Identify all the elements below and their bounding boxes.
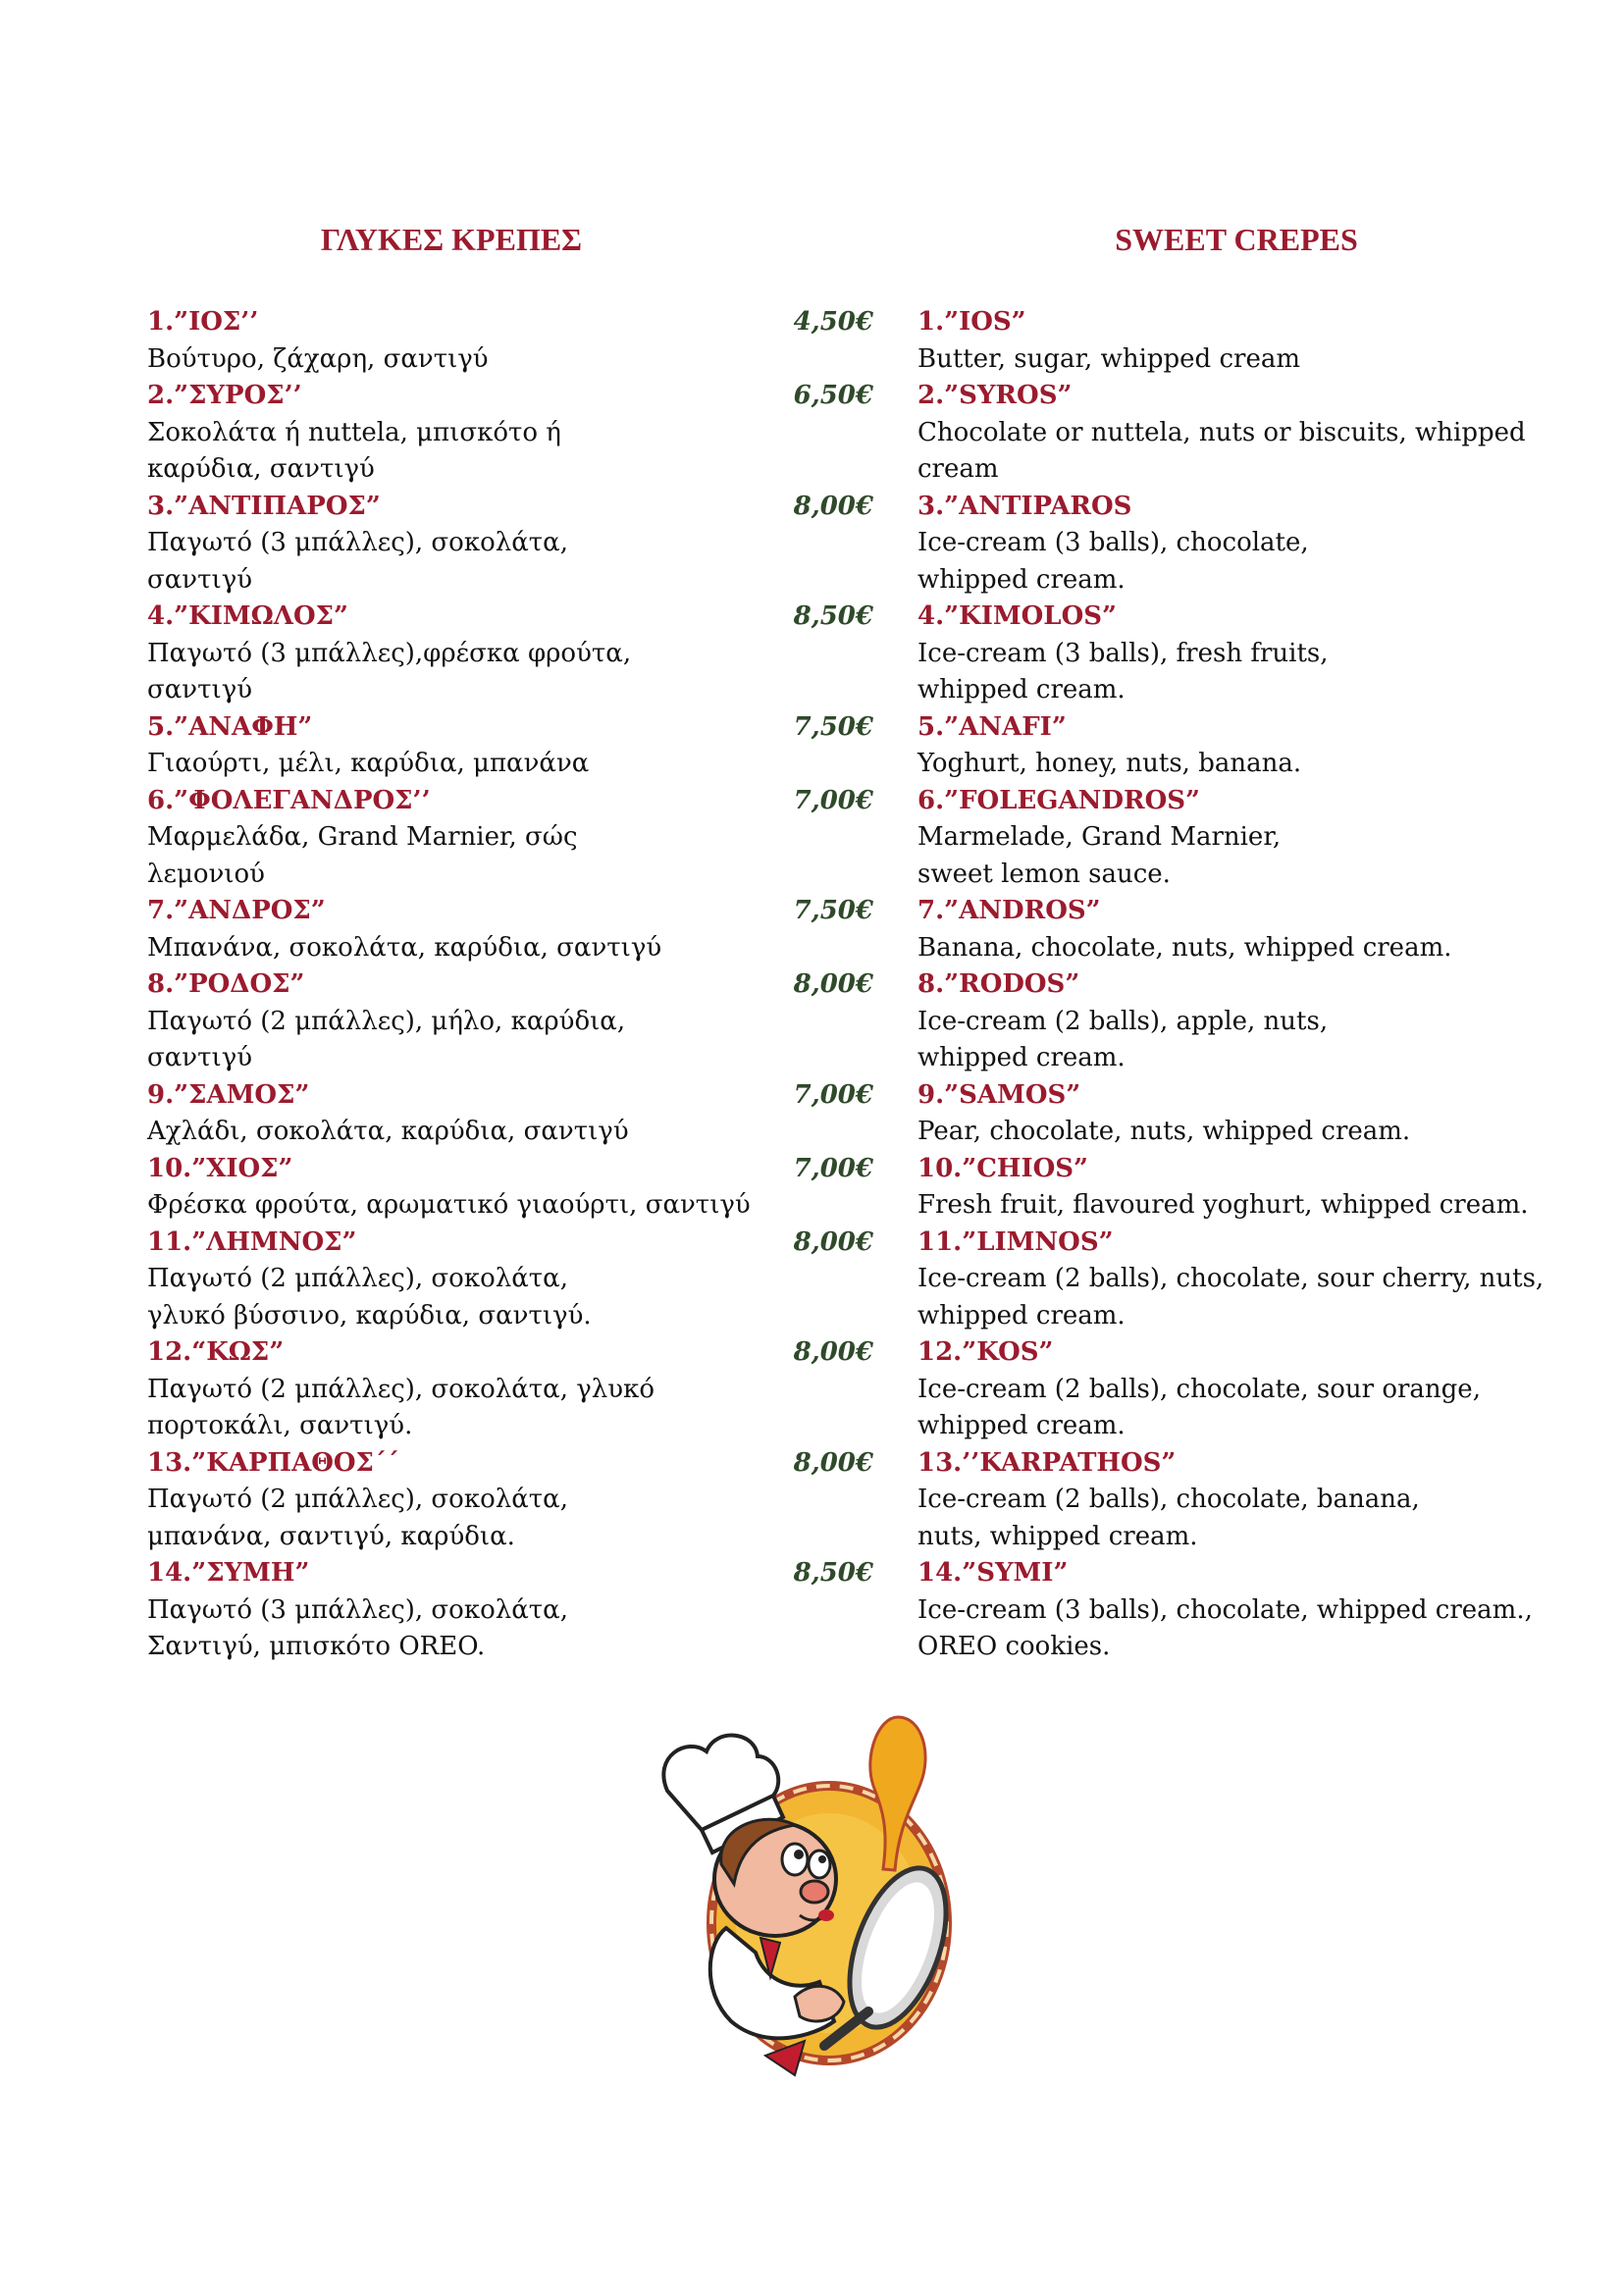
item-title: 5.”ANAFI” — [917, 711, 1067, 742]
menu-item — [917, 783, 1545, 894]
menu-item — [147, 489, 888, 600]
menu-item — [147, 599, 888, 709]
menu-item — [147, 893, 888, 966]
item-title: 8.”RODOS” — [917, 969, 1080, 999]
item-description: Fresh fruit, flavoured yoghurt, whipped cream. — [917, 1190, 1529, 1220]
menu-item — [147, 1445, 888, 1556]
item-price: 6,50€ — [793, 381, 873, 410]
item-price: 8,00€ — [793, 491, 873, 521]
item-description: Ice-cream (3 balls), chocolate, whipped cream. — [917, 528, 1309, 595]
menu-item — [147, 1077, 888, 1151]
item-price: 8,50€ — [793, 601, 873, 631]
item-title: 10.”ΧΙΟΣ” — [147, 1153, 293, 1183]
item-description: Marmelade, Grand Marnier, sweet lemon sauce. — [917, 822, 1282, 889]
item-title: 2.”ΣΥΡΟΣ’’ — [147, 381, 302, 410]
menu-item — [147, 709, 888, 783]
menu-item — [147, 304, 888, 378]
item-title: 3.”ANTIPAROS — [917, 491, 1132, 521]
item-title: 4.”ΚΙΜΩΛΟΣ” — [147, 601, 348, 631]
menu-item — [917, 304, 1545, 378]
item-title: 1.”ΙΟΣ’’ — [147, 307, 259, 337]
menu-item — [147, 378, 888, 489]
english-heading: SWEET CREPES — [1115, 222, 1358, 257]
item-description: Ice-cream (2 balls), apple, nuts, whipped cream. — [917, 1006, 1329, 1072]
item-price: 7,50€ — [793, 896, 873, 925]
item-description: Γιαούρτι, μέλι, καρύδια, μπανάνα — [147, 749, 590, 778]
item-description: Butter, sugar, whipped cream — [917, 343, 1300, 374]
item-price: 8,00€ — [793, 1337, 873, 1367]
item-description: Αχλάδι, σοκολάτα, καρύδια, σαντιγύ — [147, 1117, 629, 1146]
item-title: 9.”SAMOS” — [917, 1079, 1081, 1110]
menu-item — [917, 1077, 1545, 1151]
menu-item — [147, 1225, 888, 1335]
chef-crepe-mascot-icon — [648, 1697, 981, 2100]
item-price: 4,50€ — [793, 307, 873, 337]
menu-item — [147, 1334, 888, 1445]
item-price: 7,00€ — [793, 785, 873, 815]
item-title: 13.”ΚΑΡΠΑΘΟΣ΄΄ — [147, 1447, 399, 1478]
item-description: Yoghurt, honey, nuts, banana. — [917, 749, 1302, 778]
item-title: 4.”KIMOLOS” — [917, 601, 1117, 631]
menu-item — [917, 1555, 1545, 1666]
item-description: Ice-cream (2 balls), chocolate, sour cherry, nuts, whipped cream. — [917, 1264, 1545, 1330]
item-title: 7.”ANDROS” — [917, 896, 1101, 925]
item-price: 7,50€ — [793, 711, 873, 742]
item-title: 14.”SYMI” — [917, 1558, 1069, 1588]
item-description: Ice-cream (3 balls), fresh fruits, whipped cream. — [917, 638, 1329, 704]
item-description: Παγωτό (2 μπάλλες), σοκολάτα, μπανάνα, σαντιγύ, καρύδια. — [147, 1485, 568, 1551]
menu-item — [917, 489, 1545, 600]
item-description: Παγωτό (3 μπάλλες), σοκολάτα, Σαντιγύ, μπισκότο OREO. — [147, 1594, 568, 1661]
menu-item — [147, 783, 888, 894]
item-title: 8.”ΡΟΔΟΣ” — [147, 969, 305, 999]
english-menu-list — [917, 304, 1545, 1666]
menu-item — [917, 1225, 1545, 1335]
item-title: 7.”ΑΝΔΡΟΣ” — [147, 896, 326, 925]
item-price: 8,00€ — [793, 969, 873, 999]
item-title: 12.”KOS” — [917, 1337, 1054, 1367]
item-price: 8,50€ — [793, 1558, 873, 1588]
item-price: 8,00€ — [793, 1226, 873, 1257]
item-description: Μαρμελάδα, Grand Marnier, σώς λεμονιού — [147, 822, 578, 889]
item-description: Ice-cream (3 balls), chocolate, whipped cream., OREO cookies. — [917, 1594, 1533, 1661]
greek-heading: ΓΛΥΚΕΣ ΚΡΕΠΕΣ — [320, 222, 583, 257]
item-description: Βούτυρο, ζάχαρη, σαντιγύ — [147, 343, 489, 374]
item-title: 3.”ΑΝΤΙΠΑΡΟΣ” — [147, 491, 381, 521]
item-price: 7,00€ — [793, 1153, 873, 1183]
item-price: 7,00€ — [793, 1079, 873, 1110]
menu-item — [147, 1151, 888, 1225]
item-description: Φρέσκα φρούτα, αρωματικό γιαούρτι, σαντιγύ — [147, 1190, 751, 1220]
item-description: Μπανάνα, σοκολάτα, καρύδια, σαντιγύ — [147, 932, 662, 963]
item-description: Παγωτό (3 μπάλλες), σοκολάτα, σαντιγύ — [147, 528, 568, 595]
greek-menu-list — [147, 304, 888, 1666]
menu-item — [917, 378, 1545, 489]
item-title: 9.”ΣΑΜΟΣ” — [147, 1079, 310, 1110]
item-price: 8,00€ — [793, 1447, 873, 1478]
item-description: Ice-cream (2 balls), chocolate, banana, nuts, whipped cream. — [917, 1485, 1420, 1551]
menu-item — [917, 599, 1545, 709]
item-description: Παγωτό (2 μπάλλες), σοκολάτα, γλυκό βύσσινο, καρύδια, σαντιγύ. — [147, 1264, 592, 1330]
item-description: Ice-cream (2 balls), chocolate, sour orange, whipped cream. — [917, 1374, 1481, 1440]
menu-item — [917, 1445, 1545, 1556]
menu-item — [917, 966, 1545, 1077]
item-title: 14.”ΣΥΜΗ” — [147, 1558, 310, 1588]
item-description: Σοκολάτα ή nuttela, μπισκότο ή καρύδια, σαντιγύ — [147, 417, 561, 484]
item-title: 12.“ΚΩΣ” — [147, 1337, 285, 1367]
menu-item — [917, 893, 1545, 966]
item-title: 2.”SYROS” — [917, 381, 1073, 410]
menu-item — [917, 1334, 1545, 1445]
item-title: 13.’’KARPATHOS” — [917, 1447, 1177, 1478]
menu-item — [917, 709, 1545, 783]
item-description: Chocolate or nuttela, nuts or biscuits, whipped cream — [917, 417, 1526, 484]
menu-item — [147, 1555, 888, 1666]
item-description: Banana, chocolate, nuts, whipped cream. — [917, 932, 1452, 963]
item-title: 5.”ΑΝΑΦΗ” — [147, 711, 313, 742]
menu-item — [147, 966, 888, 1077]
item-title: 6.”FOLEGANDROS” — [917, 785, 1200, 815]
item-title: 1.”IOS” — [917, 307, 1026, 337]
item-description: Παγωτό (2 μπάλλες), σοκολάτα, γλυκό πορτοκάλι, σαντιγύ. — [147, 1374, 655, 1440]
item-title: 10.”CHIOS” — [917, 1153, 1088, 1183]
item-description: Παγωτό (3 μπάλλες),φρέσκα φρούτα, σαντιγύ — [147, 638, 632, 704]
item-title: 11.”LIMNOS” — [917, 1226, 1114, 1257]
item-description: Παγωτό (2 μπάλλες), μήλο, καρύδια, σαντιγύ — [147, 1006, 626, 1072]
menu-item — [917, 1151, 1545, 1225]
item-title: 11.”ΛΗΜΝΟΣ” — [147, 1226, 357, 1257]
item-title: 6.”ΦΟΛΕΓΑΝΔΡΟΣ’’ — [147, 785, 431, 815]
item-description: Pear, chocolate, nuts, whipped cream. — [917, 1117, 1411, 1146]
